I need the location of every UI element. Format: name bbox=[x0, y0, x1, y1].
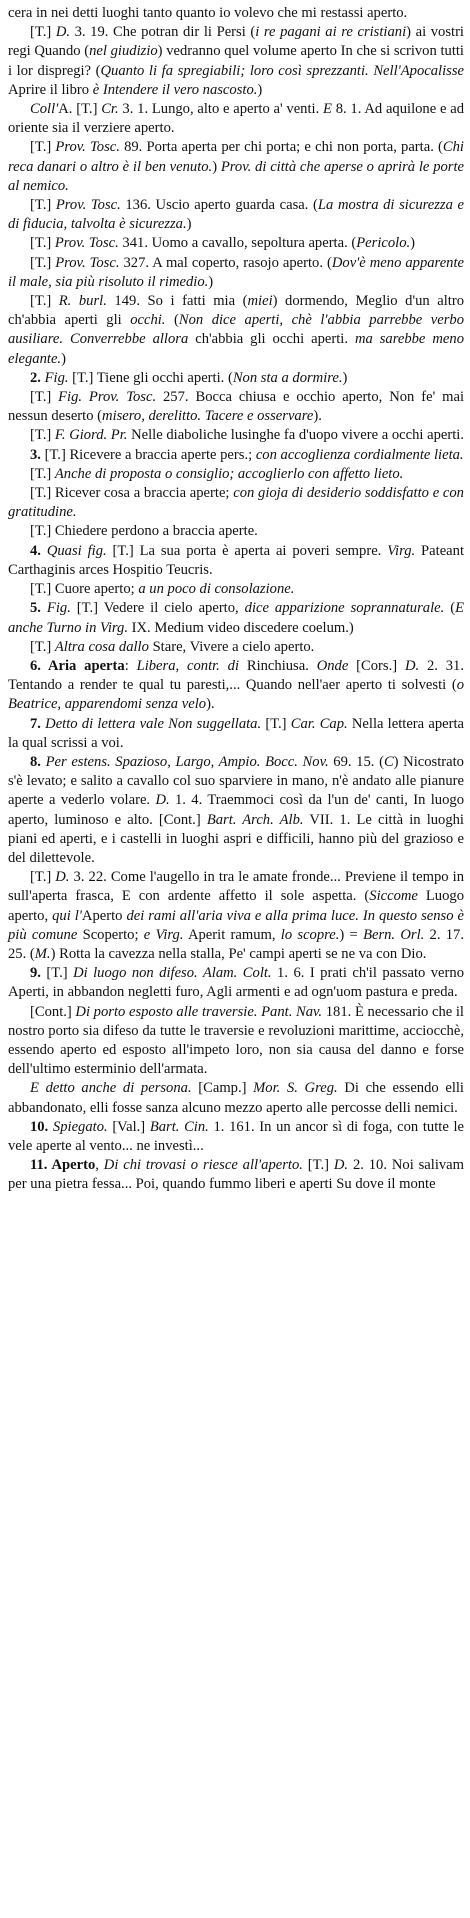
dictionary-entry-paragraph: [T.] Prov. Tosc. 341. Uomo a cavallo, sepoltura aperta. (Pericolo.) bbox=[30, 235, 416, 252]
dictionary-entry-paragraph: [Cont.] Di porto esposto alle traversie. Pant. Nav. 181. È necessario che il nostro porto sia difeso da tutte le traversie e revoluzioni marittime, acciocchè, essendo aperto ed esposto all'impeto loro, non sia causa del danno e forse dell'ultimo esterminio dell'armata. bbox=[8, 1003, 464, 1078]
dictionary-entry-paragraph: 7. Detto di lettera vale Non suggellata. [T.] Car. Cap. Nella lettera aperta la qual scrissi a voi. bbox=[8, 715, 464, 751]
dictionary-entry-paragraph: [T.] Prov. Tosc. 136. Uscio aperto guarda casa. (La mostra di sicurezza e di fiducia, talvolta è sicurezza.) bbox=[8, 197, 464, 233]
dictionary-entry-paragraph: 4. Quasi fig. [T.] La sua porta è aperta ai poveri sempre. Virg. Pateant Carthaginis arces Hospitio Teucris. bbox=[8, 542, 465, 578]
dictionary-entry-paragraph: [T.] Chiedere perdono a braccia aperte. bbox=[30, 523, 258, 540]
dictionary-entry-paragraph: 3. [T.] Ricevere a braccia aperte pers.; con accoglienza cordialmente lieta. bbox=[30, 446, 464, 463]
dictionary-entry-paragraph: [T.] Cuore aperto; a un poco di consolazione. bbox=[30, 581, 295, 598]
dictionary-entry-paragraph: [T.] D. 3. 22. Come l'augello in tra le amate fronde... Previene il tempo in sull'aperta frasca, E con ardente affetto il sole aspetta. (Siccome Luogo aperto, qui l'Aperto dei rami all'aria viva e alla prima luce. In questo senso è più comune Scoperto; e Virg. Aperit ramum, lo scopre.) = Bern. Orl. 2. 17. 25. (M.) Rotta la cavezza nella stalla, Pe' campi aperti se ne va con Dio. bbox=[8, 869, 465, 962]
dictionary-entry-paragraph: [T.] Altra cosa dallo Stare, Vivere a cielo aperto. bbox=[30, 638, 315, 655]
dictionary-entry-paragraph: 6. Aria aperta: Libera, contr. di Rinchiusa. Onde [Cors.] D. 2. 31. Tentando a render te qual tu paresti,... Quando nell'aer aperto ti solvesti (o Beatrice, apparendomi senza velo). bbox=[8, 657, 464, 713]
dictionary-entry-paragraph: Coll'A. [T.] Cr. 3. 1. Lungo, alto e aperto a' venti. E 8. 1. Ad aquilone e ad oriente sia il verziere aperto. bbox=[8, 101, 464, 137]
dictionary-entry-paragraph: [T.] Prov. Tosc. 327. A mal coperto, rasojo aperto. (Dov'è meno apparente il male, sia più risoluto il rimedio.) bbox=[8, 254, 465, 290]
dictionary-entry-paragraph: 5. Fig. [T.] Vedere il cielo aperto, dice apparizione soprannaturale. (E anche Turno in Virg. IX. Medium video discedere coelum.) bbox=[8, 600, 464, 636]
dictionary-entry-paragraph: cera in nei detti luoghi tanto quanto io volevo che mi restassi aperto. bbox=[8, 5, 408, 21]
dictionary-entry-paragraph: [T.] Fig. Prov. Tosc. 257. Bocca chiusa e occhio aperto, Non fe' mai nessun deserto (misero, derelitto. Tacere e osservare). bbox=[8, 389, 464, 425]
dictionary-entry-paragraph: 2. Fig. [T.] Tiene gli occhi aperti. (Non sta a dormire.) bbox=[30, 369, 348, 386]
dictionary-entry-paragraph: [T.] Ricever cosa a braccia aperte; con gioja di desiderio soddisfatto e con gratitudine. bbox=[8, 485, 464, 521]
dictionary-entry-paragraph: 8. Per estens. Spazioso, Largo, Ampio. Bocc. Nov. 69. 15. (C) Nicostrato s'è levato; e salito a cavallo col suo sparviere in mano, n'è andato alle pianure aperte a vederlo volare. D. 1. 4. Traemmoci così da l'un de' canti, In luogo aperto, luminoso e alto. [Cont.] Bart. Arch. Alb. VII. 1. Le città in luoghi piani ed aperti, e i castelli in luoghi aspri e difficili, hanno più del grazioso e del dilettevole. bbox=[8, 753, 464, 866]
dictionary-entry-paragraph: [T.] F. Giord. Pr. Nelle diaboliche lusinghe fa d'uopo vivere a occhi aperti. bbox=[30, 427, 464, 444]
dictionary-entry-paragraph: 10. Spiegato. [Val.] Bart. Cin. 1. 161. In un ancor sì di foga, con tutte le vele aperte al vento... ne investì... bbox=[8, 1118, 464, 1154]
dictionary-entry-paragraph: [T.] D. 3. 19. Che potran dir li Persi (i re pagani ai re cristiani) ai vostri regi Quando (nel giudizio) vedranno quel volume aperto In che si scrivon tutti i lor dispregi? (Quanto li fa spregiabili; loro così sprezzanti. Nell'Apocalisse Aprire il libro è Intendere il vero nascosto.) bbox=[8, 24, 464, 98]
dictionary-entry-paragraph: E detto anche di persona. [Camp.] Mor. S. Greg. Di che essendo elli abbandonato, elli fosse sanza alcuno mezzo aperto alle percosse delli nemici. bbox=[8, 1080, 464, 1116]
dictionary-entry-paragraph: [T.] Prov. Tosc. 89. Porta aperta per chi porta; e chi non porta, parta. (Chi reca danari o altro è il ben venuto.) Prov. di città che aperse o aprirà le porte al nemico. bbox=[8, 139, 464, 194]
dictionary-entry-paragraph: 11. Aperto, Di chi trovasi o riesce all'aperto. [T.] D. 2. 10. Noi salivam per una pietra fessa... Poi, quando fummo liberi e aperti Su dove il monte bbox=[8, 1157, 464, 1193]
dictionary-entry-paragraph: 9. [T.] Di luogo non difeso. Alam. Colt. 1. 6. I prati ch'il passato verno Aperti, in abbandon negletti furo, Agli armenti e ad ogn'uom pastura e preda. bbox=[8, 965, 464, 1001]
dictionary-entry-paragraph: [T.] R. burl. 149. So i fatti mia (miei) dormendo, Meglio d'un altro ch'abbia aperti gli occhi. (Non dice aperti, chè l'abbia parrebbe verbo ausiliare. Converrebbe allora ch'abbia gli occhi aperti. ma sarebbe meno elegante.) bbox=[8, 293, 464, 367]
dictionary-entry-paragraph: [T.] Anche di proposta o consiglio; accoglierlo con affetto lieto. bbox=[30, 465, 404, 482]
